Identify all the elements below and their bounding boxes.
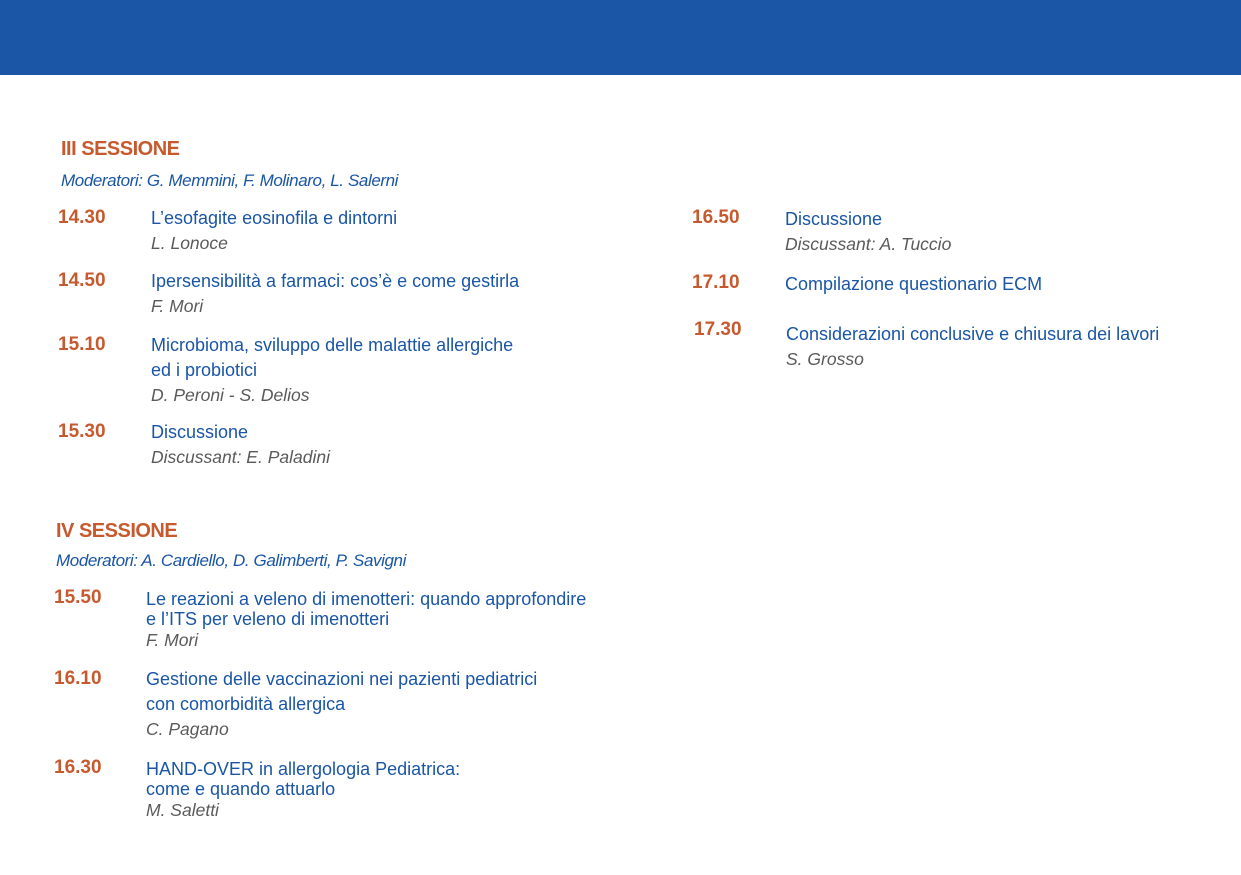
item-title: Discussione (785, 209, 883, 229)
item-time: 16.50 (692, 207, 740, 228)
item-speaker: M. Saletti (146, 800, 219, 820)
item-speaker: L. Lonoce (151, 233, 228, 253)
item-title: Considerazioni conclusive e chiusura dei lavori (786, 324, 1160, 344)
item-speaker: F. Mori (146, 630, 199, 650)
item-time: 14.30 (58, 207, 106, 228)
item-time: 15.50 (54, 587, 102, 608)
item-time: 16.10 (54, 668, 102, 689)
session-title: III SESSIONE (61, 138, 180, 160)
item-title: HAND-OVER in allergologia Pediatrica: (146, 759, 461, 779)
item-time: 17.10 (692, 272, 740, 293)
moderators: Moderatori: A. Cardiello, D. Galimberti, P. Savigni (56, 551, 406, 570)
moderators: Moderatori: G. Memmini, F. Molinaro, L. Salerni (61, 171, 399, 190)
session-title: IV SESSIONE (56, 520, 178, 542)
item-title-line-2: con comorbidità allergica (146, 694, 346, 714)
item-title: L’esofagite eosinofila e dintorni (151, 208, 398, 228)
item-title: Le reazioni a veleno di imenotteri: quando approfondire (146, 589, 587, 609)
item-speaker: D. Peroni - S. Delios (151, 385, 310, 405)
item-speaker: F. Mori (151, 296, 204, 316)
item-speaker: Discussant: E. Paladini (151, 447, 330, 467)
item-title-line-2: ed i probiotici (151, 360, 258, 380)
item-title: Gestione delle vaccinazioni nei pazienti pediatrici (146, 669, 538, 689)
item-speaker: C. Pagano (146, 719, 229, 739)
item-speaker: Discussant: A. Tuccio (785, 234, 952, 254)
item-time: 16.30 (54, 757, 102, 778)
item-time: 17.30 (694, 319, 742, 340)
item-time: 15.30 (58, 421, 106, 442)
item-title-line-2: e l’ITS per veleno di imenotteri (146, 609, 390, 629)
item-title-line-2: come e quando attuarlo (146, 779, 336, 799)
item-title: Compilazione questionario ECM (785, 274, 1043, 294)
top-banner (0, 0, 1241, 75)
item-speaker: S. Grosso (786, 349, 864, 369)
item-time: 14.50 (58, 270, 106, 291)
item-time: 15.10 (58, 334, 106, 355)
item-title: Microbioma, sviluppo delle malattie allergiche (151, 335, 514, 355)
item-title: Ipersensibilità a farmaci: cos’è e come gestirla (151, 271, 520, 291)
item-title: Discussione (151, 422, 249, 442)
